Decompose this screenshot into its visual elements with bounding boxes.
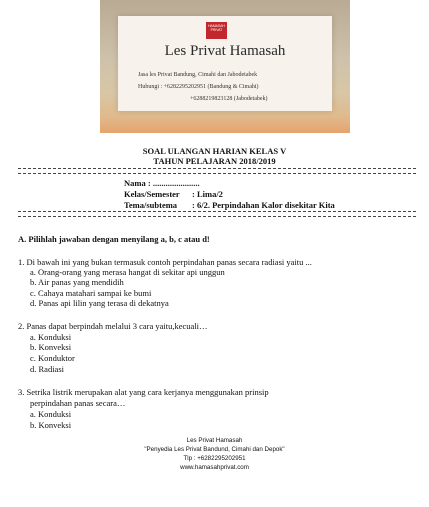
- theme-value: : 6/2. Perpindahan Kalor disekitar Kita: [192, 200, 335, 210]
- question-1-option-d: d. Panas api lilin yang terasa di dekatnya: [30, 298, 169, 308]
- banner-line-3: +6288219823128 (Jabodetabek): [190, 96, 268, 102]
- question-2-option-d: d. Radiasi: [30, 364, 64, 374]
- banner-title: Les Privat Hamasah: [164, 43, 286, 59]
- question-1-option-c: c. Cahaya matahari sampai ke bumi: [30, 288, 152, 298]
- footer-website: www.hamasahprivat.com: [180, 464, 249, 471]
- exam-title: SOAL ULANGAN HARIAN KELAS V: [142, 146, 287, 156]
- divider-top: [18, 168, 416, 174]
- footer-line-2: "Penyedia Les Privat Bandund, Cimahi dan Depok": [144, 446, 285, 453]
- footer-line-1: Les Privat Hamasah: [186, 437, 243, 444]
- theme-label: Tema/subtema: [124, 200, 178, 210]
- theme-subtheme: [124, 200, 335, 210]
- question-3-option-b: b. Konveksi: [30, 420, 72, 430]
- banner-line-1: Jasa les Privat Bandung, Cimahi dan Jabodetabek: [138, 72, 258, 78]
- class-value: : Lima/2: [192, 189, 223, 199]
- footer-phone: Tlp : +6282295202951: [183, 455, 246, 462]
- student-name: [124, 178, 200, 188]
- class-semester: [124, 189, 223, 199]
- exam-year: TAHUN PELAJARAN 2018/2019: [153, 156, 276, 166]
- name-value: ......................: [152, 178, 200, 188]
- question-3-option-a: a. Konduksi: [30, 409, 72, 419]
- question-2-option-b: b. Konveksi: [30, 342, 72, 352]
- banner-card: [118, 16, 332, 111]
- name-label: Nama :: [124, 178, 151, 188]
- question-1: 1. Di bawah ini yang bukan termasuk contoh perpindahan panas secara radiasi yaitu ...: [18, 257, 312, 267]
- question-2-option-c: c. Konduktor: [30, 353, 75, 363]
- question-3-line-2: perpindahan panas secara…: [30, 398, 126, 408]
- question-3-line-1: 3. Setrika listrik merupakan alat yang cara kerjanya menggunakan prinsip: [18, 387, 269, 397]
- question-1-option-b: b. Air panas yang mendidih: [30, 277, 124, 287]
- question-1-option-a: a. Orang-orang yang merasa hangat di sekitar api unggun: [30, 267, 225, 277]
- section-a-heading: A. Pilihlah jawaban dengan menyilang a, b, c atau d!: [18, 234, 210, 244]
- banner-line-2: Hubungi : +6282295202951 (Bandung & Cimahi): [138, 84, 259, 90]
- logo: HAMASAH PRIVAT: [206, 22, 227, 39]
- class-label: Kelas/Semester: [124, 189, 180, 199]
- banner: [100, 0, 350, 133]
- question-2-option-a: a. Konduksi: [30, 332, 72, 342]
- question-2: 2. Panas dapat berpindah melalui 3 cara yaitu,kecuali…: [18, 321, 208, 331]
- divider-bottom: [18, 211, 416, 217]
